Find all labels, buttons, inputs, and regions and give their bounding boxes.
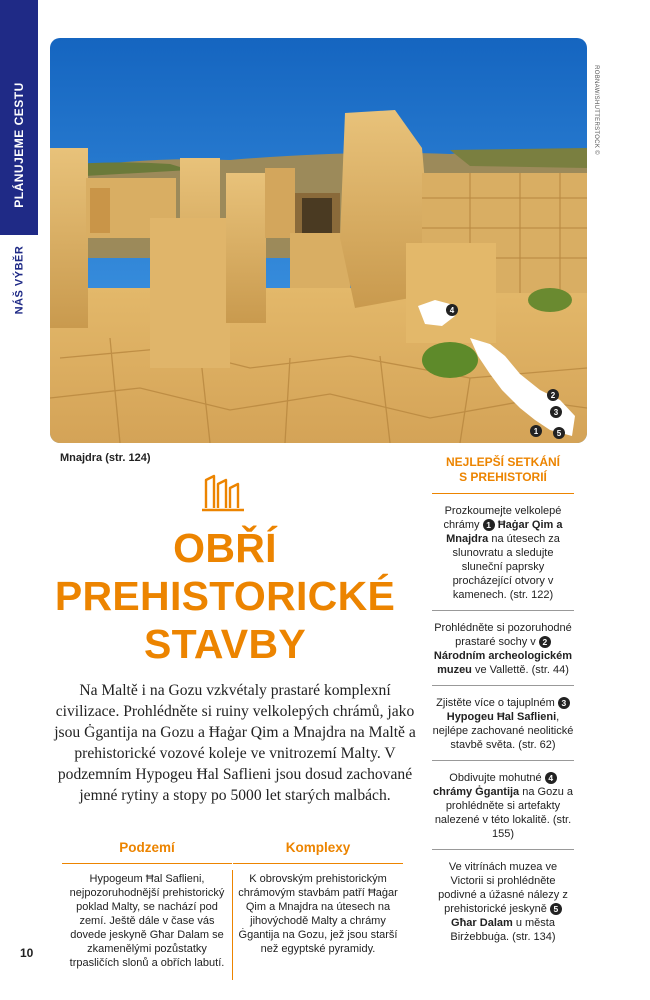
hero-photo <box>50 38 587 443</box>
section-label: PLÁNUJEME CESTU <box>12 82 27 208</box>
column-text: K obrovským prehistorickým chrámovým stavbám patří Ħaġar Qim a Mnajdra na útesech na jihovýchodě Malty a chrámy Ġgantija na Gozu, jež jsou starší než egyptské pyramidy. <box>238 873 398 955</box>
number-badge: 4 <box>545 772 557 784</box>
temple-ruins-illustration <box>50 38 587 443</box>
map-marker-1: 1 <box>533 427 539 436</box>
number-badge: 1 <box>483 519 495 531</box>
intro-paragraph: Na Maltě i na Gozu vzkvétaly prastaré komplexní civilizace. Prohlédněte si ruiny velkolepých chrámů, jako jsou Ġgantija na Gozu a Ħaġar Qim a Mnajdra na Maltě a prehistorické vozové koleje ve vnitrozemí Malty. V podzemním Hypogeu Ħal Saflieni jsou dosud zachované jemné rytiny a stopy po 5000 let starých malbách. <box>54 682 416 804</box>
column-podzemi <box>62 840 232 970</box>
subsection-label: NÁŠ VÝBĚR <box>13 245 25 315</box>
highlight-item: Obdivujte mohutné 4 chrámy Ġgantija na Gozu a prohlédněte si artefakty nalezené v této lokalitě. (str. 155) <box>432 761 574 850</box>
map-marker-3: 3 <box>553 408 559 417</box>
map-marker-4: 4 <box>449 306 455 315</box>
highlight-item: Prohlédněte si pozoruhodné prastaré sochy v 2 Národním archeologickém muzeu ve Vallettě. (str. 44) <box>432 611 574 686</box>
number-badge: 5 <box>550 903 562 915</box>
column-text: Hypogeum Ħal Saflieni, nejpozoruhodnější prehistorický poklad Malty, se nachází pod zemí. Ještě dále v čase vás dovede jeskyně Għar Dalam se zkamenělými pozůstatky trpasličích slonů a obřích labutí. <box>69 873 225 969</box>
map-marker-5: 5 <box>556 429 562 438</box>
number-badge: 2 <box>539 636 551 648</box>
page-number: 10 <box>20 946 34 960</box>
number-badge: 3 <box>558 697 570 709</box>
column-heading: Komplexy <box>285 840 351 855</box>
highlight-item: Prozkoumejte velkolepé chrámy 1 Ħaġar Qim a Mnajdra na útesech za slunovratu a sledujte sluneční paprsky procházející otvory v kamenech. (str. 122) <box>432 494 574 611</box>
page-title: OBŘÍ PREHISTORICKÉ STAVBY <box>54 525 396 667</box>
highlights-heading: NEJLEPŠÍ SETKÁNÍ S PREHISTORIÍ <box>432 455 574 494</box>
highlights-sidebar <box>432 455 574 952</box>
column-heading: Podzemí <box>119 840 175 855</box>
photo-credit: ROBNAW/SHUTTERSTOCK © <box>593 65 600 155</box>
highlight-item: Zjistěte více o tajuplném 3 Hypogeu Ħal Saflieni, nejlépe zachované neolitické stavbě světa. (str. 62) <box>432 686 574 761</box>
photo-caption: Mnajdra (str. 124) <box>60 452 151 464</box>
highlight-item: Ve vitrínách muzea ve Victorii si prohlédněte podivné a úžasné nálezy z prehistorické jeskyně 5 Għar Dalam u města Birżebbuġa. (str. 134) <box>438 861 568 943</box>
map-marker-2: 2 <box>550 391 556 400</box>
column-komplexy <box>233 840 403 956</box>
temple-pillars-icon <box>200 468 246 514</box>
